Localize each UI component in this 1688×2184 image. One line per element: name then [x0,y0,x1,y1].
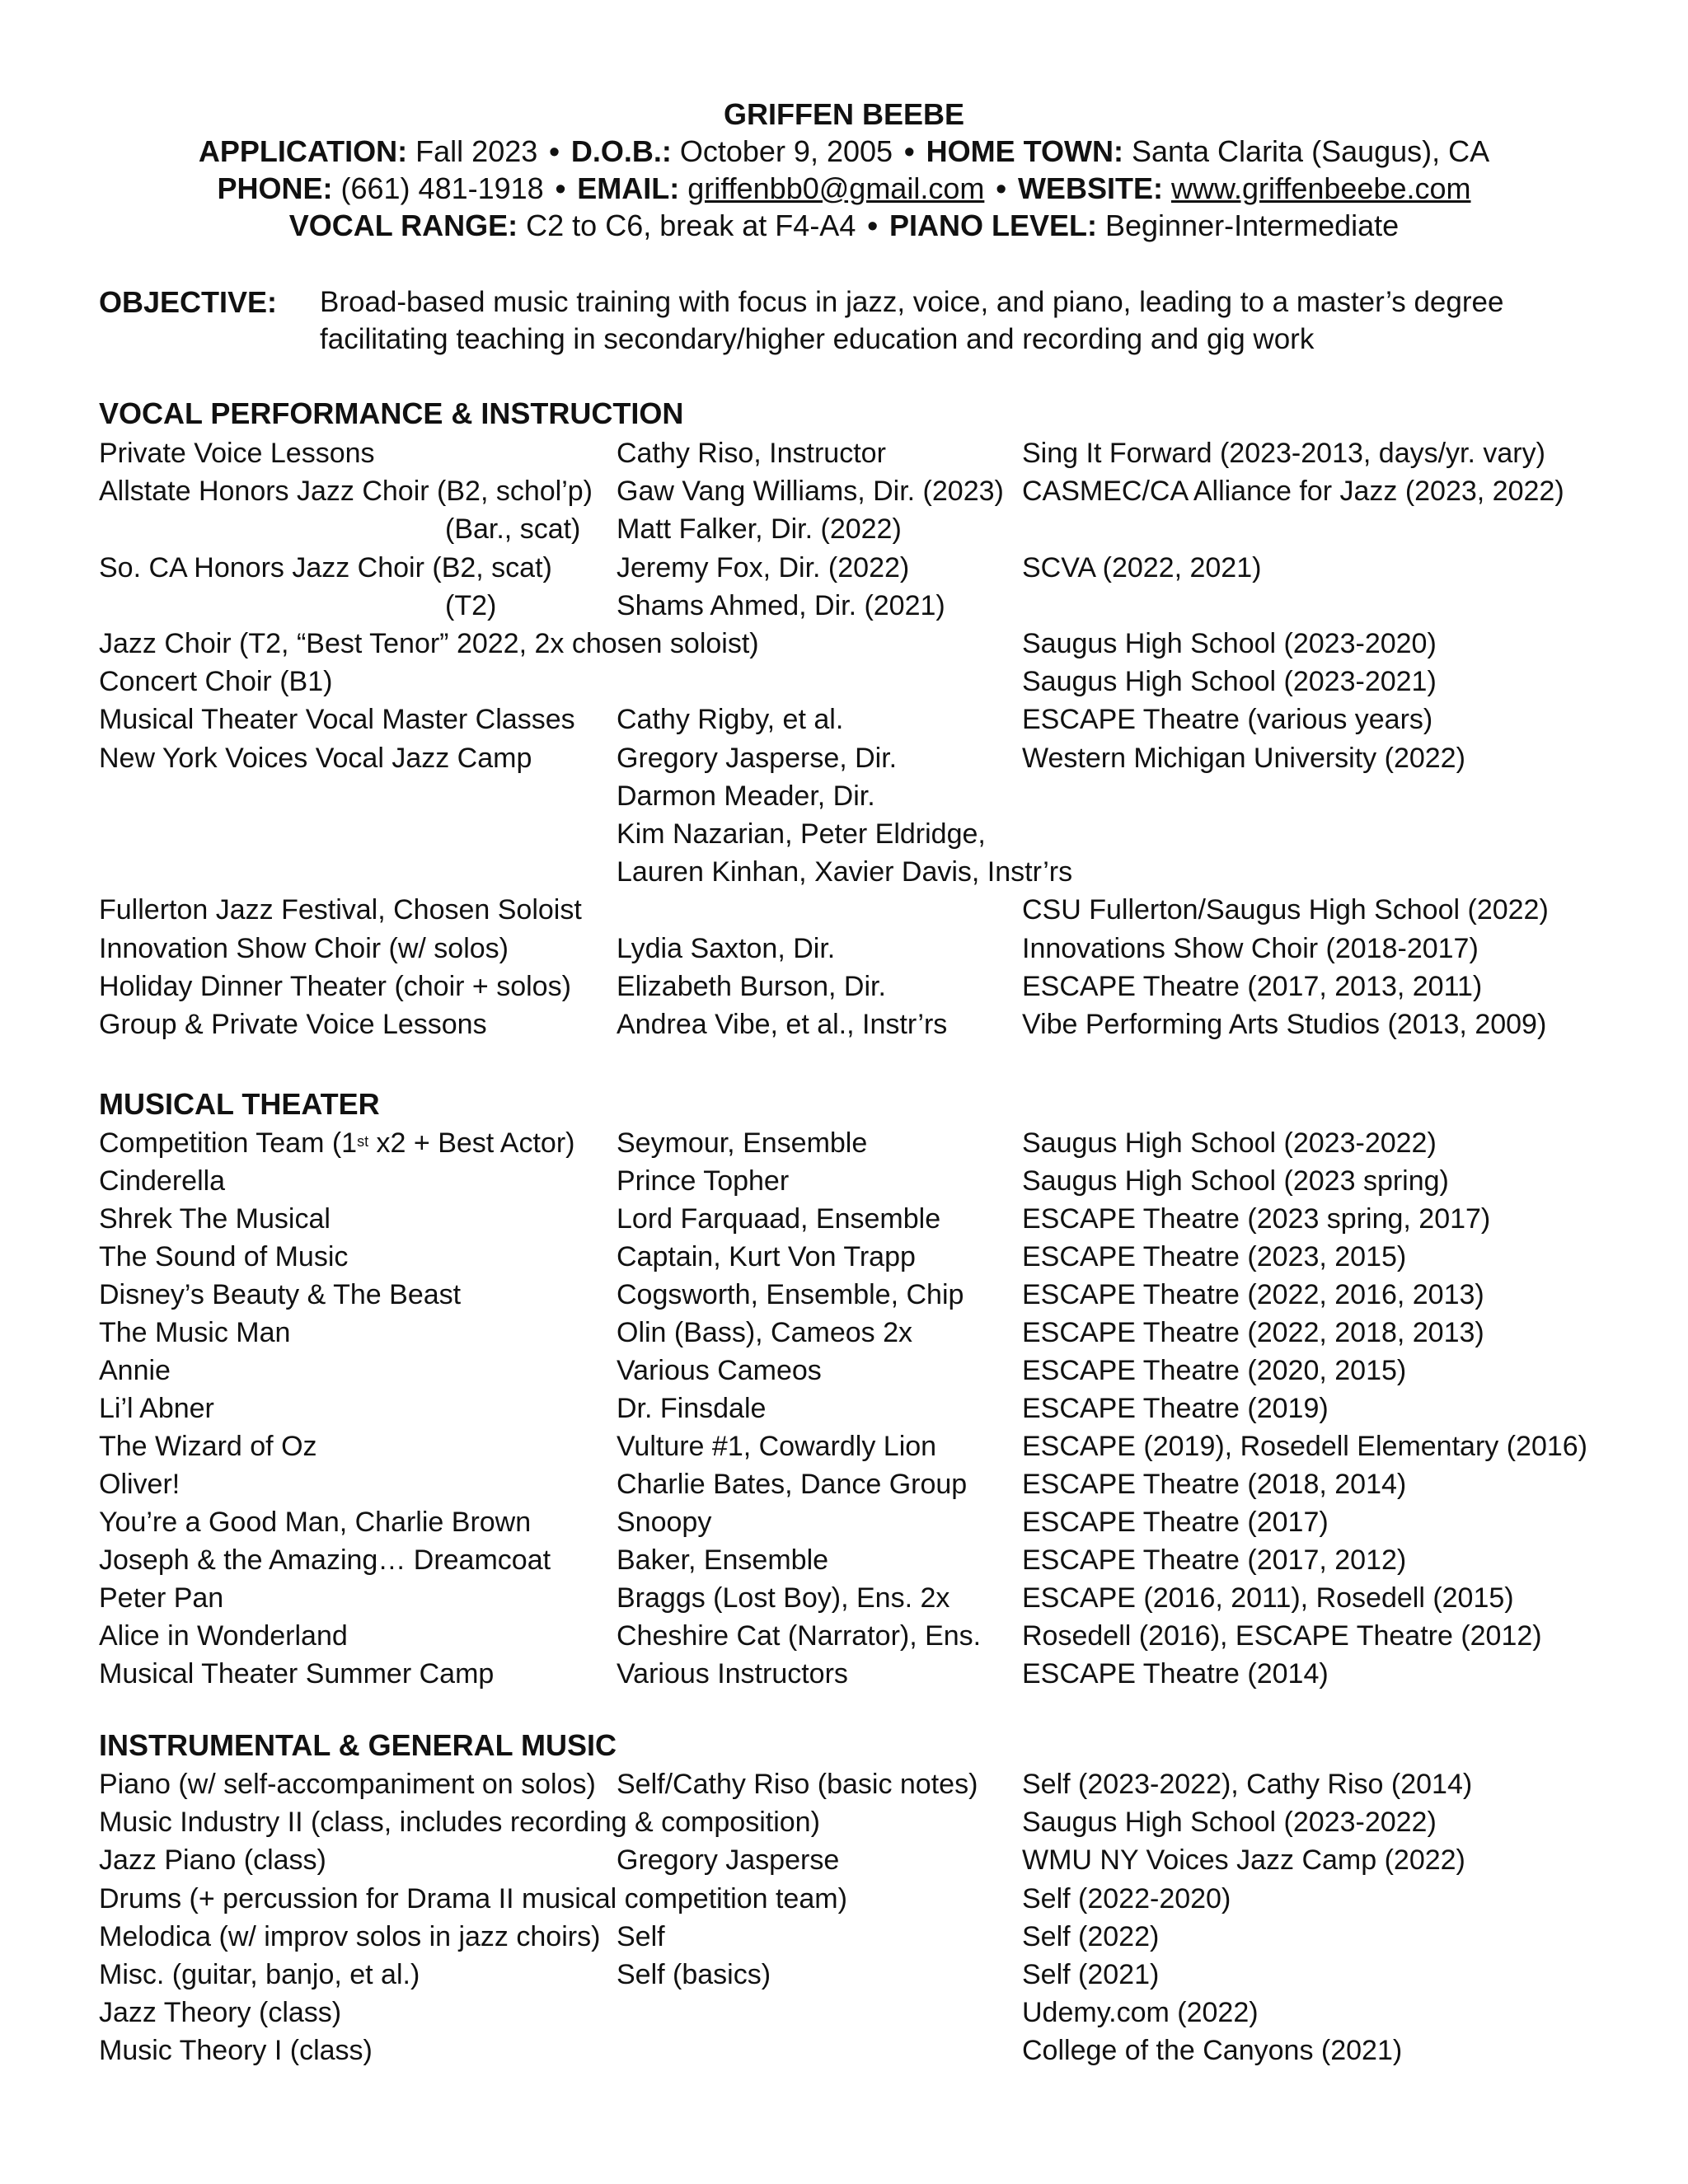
table-row [0,1427,1688,1465]
row-col-role: Vulture #1, Cowardly Lion [617,1431,937,1462]
section-title-theater: MUSICAL THEATER [99,1087,380,1121]
row-col-venue: Udemy.com (2022) [1022,1997,1259,2029]
table-row [0,853,1688,891]
row-col-role: Captain, Kurt Von Trapp [617,1241,916,1272]
row-col-activity: Jazz Theory (class) [99,1997,342,2029]
website-label: WEBSITE: [1017,171,1163,205]
separator: • [549,134,560,168]
row-col-role: Matt Falker, Dir. (2022) [617,513,902,546]
table-row [0,663,1688,701]
row-col-role: Lord Farquaad, Ensemble [617,1203,941,1235]
table-row [0,472,1688,510]
phone-value: (661) 481-1918 [340,171,544,205]
row-col-venue: Innovations Show Choir (2018-2017) [1022,932,1479,964]
table-row [0,434,1688,472]
vocal-range-value: C2 to C6, break at F4-A4 [526,209,856,242]
row-col-venue: ESCAPE (2019), Rosedell Elementary (2016) [1022,1431,1587,1462]
website-link[interactable]: www.griffenbeebe.com [1170,171,1471,205]
row-col-role: Self [617,1920,665,1952]
table-row [0,1238,1688,1276]
table-row [0,777,1688,815]
separator: • [867,209,878,242]
row-col-venue: Sing It Forward (2023-2013, days/yr. vary) [1022,438,1545,469]
row-col-activity: Private Voice Lessons [99,438,375,469]
row-col-venue: Self (2022-2020) [1022,1882,1231,1915]
table-row [0,1655,1688,1693]
hometown-value: Santa Clarita (Saugus), CA [1131,134,1490,168]
row-col-venue: ESCAPE Theatre (2018, 2014) [1022,1469,1407,1500]
row-col-activity: Fullerton Jazz Festival, Chosen Soloist [99,894,582,926]
row-col-role: Various Cameos [617,1355,822,1386]
table-row [0,1276,1688,1314]
row-col-venue: ESCAPE Theatre (2020, 2015) [1022,1355,1407,1386]
table-row [0,1541,1688,1579]
text-part: Competition Team (1 [99,1127,358,1159]
application-label: APPLICATION: [198,134,408,168]
table-row [0,1005,1688,1043]
row-col-activity: So. CA Honors Jazz Choir (B2, scat) [99,551,552,583]
objective-text-line-1: Broad-based music training with focus in jazz, voice, and piano, leading to a master’s degree [320,286,1504,318]
row-col-role: Shams Ahmed, Dir. (2021) [617,589,945,621]
row-col-venue: Rosedell (2016), ESCAPE Theatre (2012) [1022,1620,1542,1652]
table-row [0,701,1688,738]
row-col-role: Self/Cathy Riso (basic notes) [617,1769,978,1800]
row-col-role: Andrea Vibe, et al., Instr’rs [617,1009,948,1040]
row-col-venue: Vibe Performing Arts Studios (2013, 2009) [1022,1009,1547,1040]
row-col-venue: ESCAPE Theatre (2022, 2018, 2013) [1022,1317,1484,1348]
table-row [0,549,1688,587]
section-title-vocal: VOCAL PERFORMANCE & INSTRUCTION [99,396,684,430]
table-row [0,891,1688,929]
row-col-venue: ESCAPE Theatre (2022, 2016, 2013) [1022,1279,1484,1310]
row-col-venue: ESCAPE Theatre (2017, 2012) [1022,1544,1407,1576]
row-col-activity: Concert Choir (B1) [99,666,333,698]
table-row [0,1503,1688,1541]
table-row [0,1162,1688,1200]
table-row [0,2032,1688,2069]
table-row [0,625,1688,663]
row-col-activity: Music Theory I (class) [99,2035,373,2067]
objective-text-line-2: facilitating teaching in secondary/higher education and recording and gig work [320,323,1315,355]
row-col-activity: (T2) [445,589,497,621]
row-col-venue: Saugus High School (2023-2020) [1022,628,1437,659]
header-line-application [0,134,1688,170]
row-col-activity: (Bar., scat) [445,513,581,546]
table-row [0,1314,1688,1352]
row-col-role: Charlie Bates, Dance Group [617,1469,968,1500]
table-row [0,1579,1688,1617]
table-row [0,739,1688,777]
row-col-activity: Misc. (guitar, banjo, et al.) [99,1959,420,1990]
row-col-activity: Peter Pan [99,1582,224,1614]
row-col-venue: CSU Fullerton/Saugus High School (2022) [1022,894,1549,926]
row-col-activity: Alice in Wonderland [99,1620,348,1652]
row-col-activity: Li’l Abner [99,1393,214,1424]
row-col-activity: The Sound of Music [99,1241,349,1272]
row-col-role: Lauren Kinhan, Xavier Davis, Instr’rs [617,856,1073,888]
text-part: x2 + Best Actor) [368,1127,575,1159]
row-col-activity: Disney’s Beauty & The Beast [99,1279,462,1310]
header-line-contact [0,171,1688,207]
row-col-role: Cathy Rigby, et al. [617,704,844,736]
dob-value: October 9, 2005 [679,134,893,168]
row-col-role: Gaw Vang Williams, Dir. (2023) [617,476,1004,508]
row-col-venue: Western Michigan University (2022) [1022,742,1465,774]
row-col-activity: Group & Private Voice Lessons [99,1009,487,1040]
row-col-activity: Joseph & the Amazing… Dreamcoat [99,1544,551,1576]
row-col-venue: SCVA (2022, 2021) [1022,551,1262,583]
row-col-venue: WMU NY Voices Jazz Camp (2022) [1022,1844,1465,1877]
dob-label: D.O.B.: [570,134,672,168]
row-col-activity: Annie [99,1355,171,1386]
table-row [0,1465,1688,1503]
row-col-role: Darmon Meader, Dir. [617,780,875,812]
row-col-venue: Saugus High School (2023-2022) [1022,1127,1437,1159]
table-row [0,587,1688,625]
row-col-activity [99,1124,574,1162]
table-row [0,1994,1688,2032]
table-row [0,1352,1688,1390]
row-col-activity: The Music Man [99,1317,291,1348]
row-col-venue: Saugus High School (2023-2021) [1022,666,1437,698]
row-col-activity: Musical Theater Vocal Master Classes [99,704,575,736]
piano-level-label: PIANO LEVEL: [889,209,1097,242]
row-col-activity: Oliver! [99,1469,181,1500]
row-col-role: Seymour, Ensemble [617,1127,868,1159]
phone-label: PHONE: [217,171,333,205]
row-col-role: Cogsworth, Ensemble, Chip [617,1279,964,1310]
row-col-venue: Saugus High School (2023-2022) [1022,1807,1437,1839]
header-line-skills [0,208,1688,244]
table-row [0,930,1688,968]
row-col-venue: ESCAPE Theatre (various years) [1022,704,1433,736]
applicant-name: GRIFFEN BEEBE [723,97,965,131]
row-col-role: Gregory Jasperse [617,1844,840,1877]
row-col-role: Gregory Jasperse, Dir. [617,742,898,774]
row-col-activity: Piano (w/ self-accompaniment on solos) [99,1769,596,1800]
row-col-activity: Cinderella [99,1165,226,1197]
separator: • [996,171,1006,205]
table-row [0,1617,1688,1655]
section-title-instrumental: INSTRUMENTAL & GENERAL MUSIC [99,1728,617,1762]
row-col-activity: You’re a Good Man, Charlie Brown [99,1507,532,1538]
row-col-role: Dr. Finsdale [617,1393,767,1424]
row-col-venue: ESCAPE (2016, 2011), Rosedell (2015) [1022,1582,1514,1614]
table-row [0,815,1688,853]
table-row [0,1765,1688,1803]
row-col-activity: Innovation Show Choir (w/ solos) [99,932,509,964]
row-col-venue: ESCAPE Theatre (2023 spring, 2017) [1022,1203,1491,1235]
row-col-role: Cheshire Cat (Narrator), Ens. [617,1620,982,1652]
row-col-venue: ESCAPE Theatre (2017, 2013, 2011) [1022,970,1483,1002]
row-col-role: Various Instructors [617,1658,848,1690]
hometown-label: HOME TOWN: [926,134,1123,168]
row-col-venue: CASMEC/CA Alliance for Jazz (2023, 2022) [1022,476,1564,508]
row-col-venue: College of the Canyons (2021) [1022,2035,1403,2067]
row-col-venue: Self (2022) [1022,1920,1160,1952]
separator: • [904,134,915,168]
row-col-role: Lydia Saxton, Dir. [617,932,836,964]
row-col-role: Cathy Riso, Instructor [617,438,886,469]
row-col-activity: The Wizard of Oz [99,1431,317,1462]
row-col-role: Prince Topher [617,1165,790,1197]
vocal-range-label: VOCAL RANGE: [288,209,518,242]
row-col-role: Olin (Bass), Cameos 2x [617,1317,912,1348]
table-row [0,1803,1688,1841]
row-col-venue: Saugus High School (2023 spring) [1022,1165,1449,1197]
table-row [0,1918,1688,1956]
table-row [0,1841,1688,1879]
table-row [0,1124,1688,1162]
row-col-venue: ESCAPE Theatre (2019) [1022,1393,1329,1424]
table-row [0,968,1688,1005]
row-col-venue: Self (2023-2022), Cathy Riso (2014) [1022,1769,1473,1800]
application-value: Fall 2023 [415,134,538,168]
piano-level-value: Beginner-Intermediate [1104,209,1400,242]
row-col-activity: Musical Theater Summer Camp [99,1658,495,1690]
separator: • [555,171,566,205]
row-col-activity: Jazz Piano (class) [99,1844,326,1877]
table-row [0,1200,1688,1238]
row-col-activity: Holiday Dinner Theater (choir + solos) [99,970,571,1002]
row-col-role: Elizabeth Burson, Dir. [617,970,886,1002]
row-col-role: Kim Nazarian, Peter Eldridge, [617,818,986,850]
superscript: st [357,1133,369,1150]
email-label: EMAIL: [577,171,680,205]
row-col-activity: New York Voices Vocal Jazz Camp [99,742,532,774]
row-col-role: Jeremy Fox, Dir. (2022) [617,551,910,583]
objective-label: OBJECTIVE: [99,285,278,319]
row-col-activity: Melodica (w/ improv solos in jazz choirs) [99,1920,601,1952]
row-col-activity: Allstate Honors Jazz Choir (B2, schol’p) [99,476,593,508]
row-col-activity: Music Industry II (class, includes recording & composition) [99,1807,820,1839]
row-col-role: Snoopy [617,1507,712,1538]
row-col-activity: Drums (+ percussion for Drama II musical competition team) [99,1882,847,1915]
row-col-role: Baker, Ensemble [617,1544,829,1576]
row-col-venue: ESCAPE Theatre (2017) [1022,1507,1329,1538]
table-row [0,1390,1688,1427]
table-row [0,1880,1688,1918]
row-col-venue: ESCAPE Theatre (2014) [1022,1658,1329,1690]
row-col-role: Self (basics) [617,1959,771,1990]
row-col-activity: Shrek The Musical [99,1203,331,1235]
table-row [0,1956,1688,1994]
table-row [0,510,1688,548]
email-link[interactable]: griffenbb0@gmail.com [687,171,985,205]
row-col-activity: Jazz Choir (T2, “Best Tenor” 2022, 2x chosen soloist) [99,628,759,659]
row-col-venue: ESCAPE Theatre (2023, 2015) [1022,1241,1407,1272]
row-col-venue: Self (2021) [1022,1959,1160,1990]
row-col-role: Braggs (Lost Boy), Ens. 2x [617,1582,950,1614]
